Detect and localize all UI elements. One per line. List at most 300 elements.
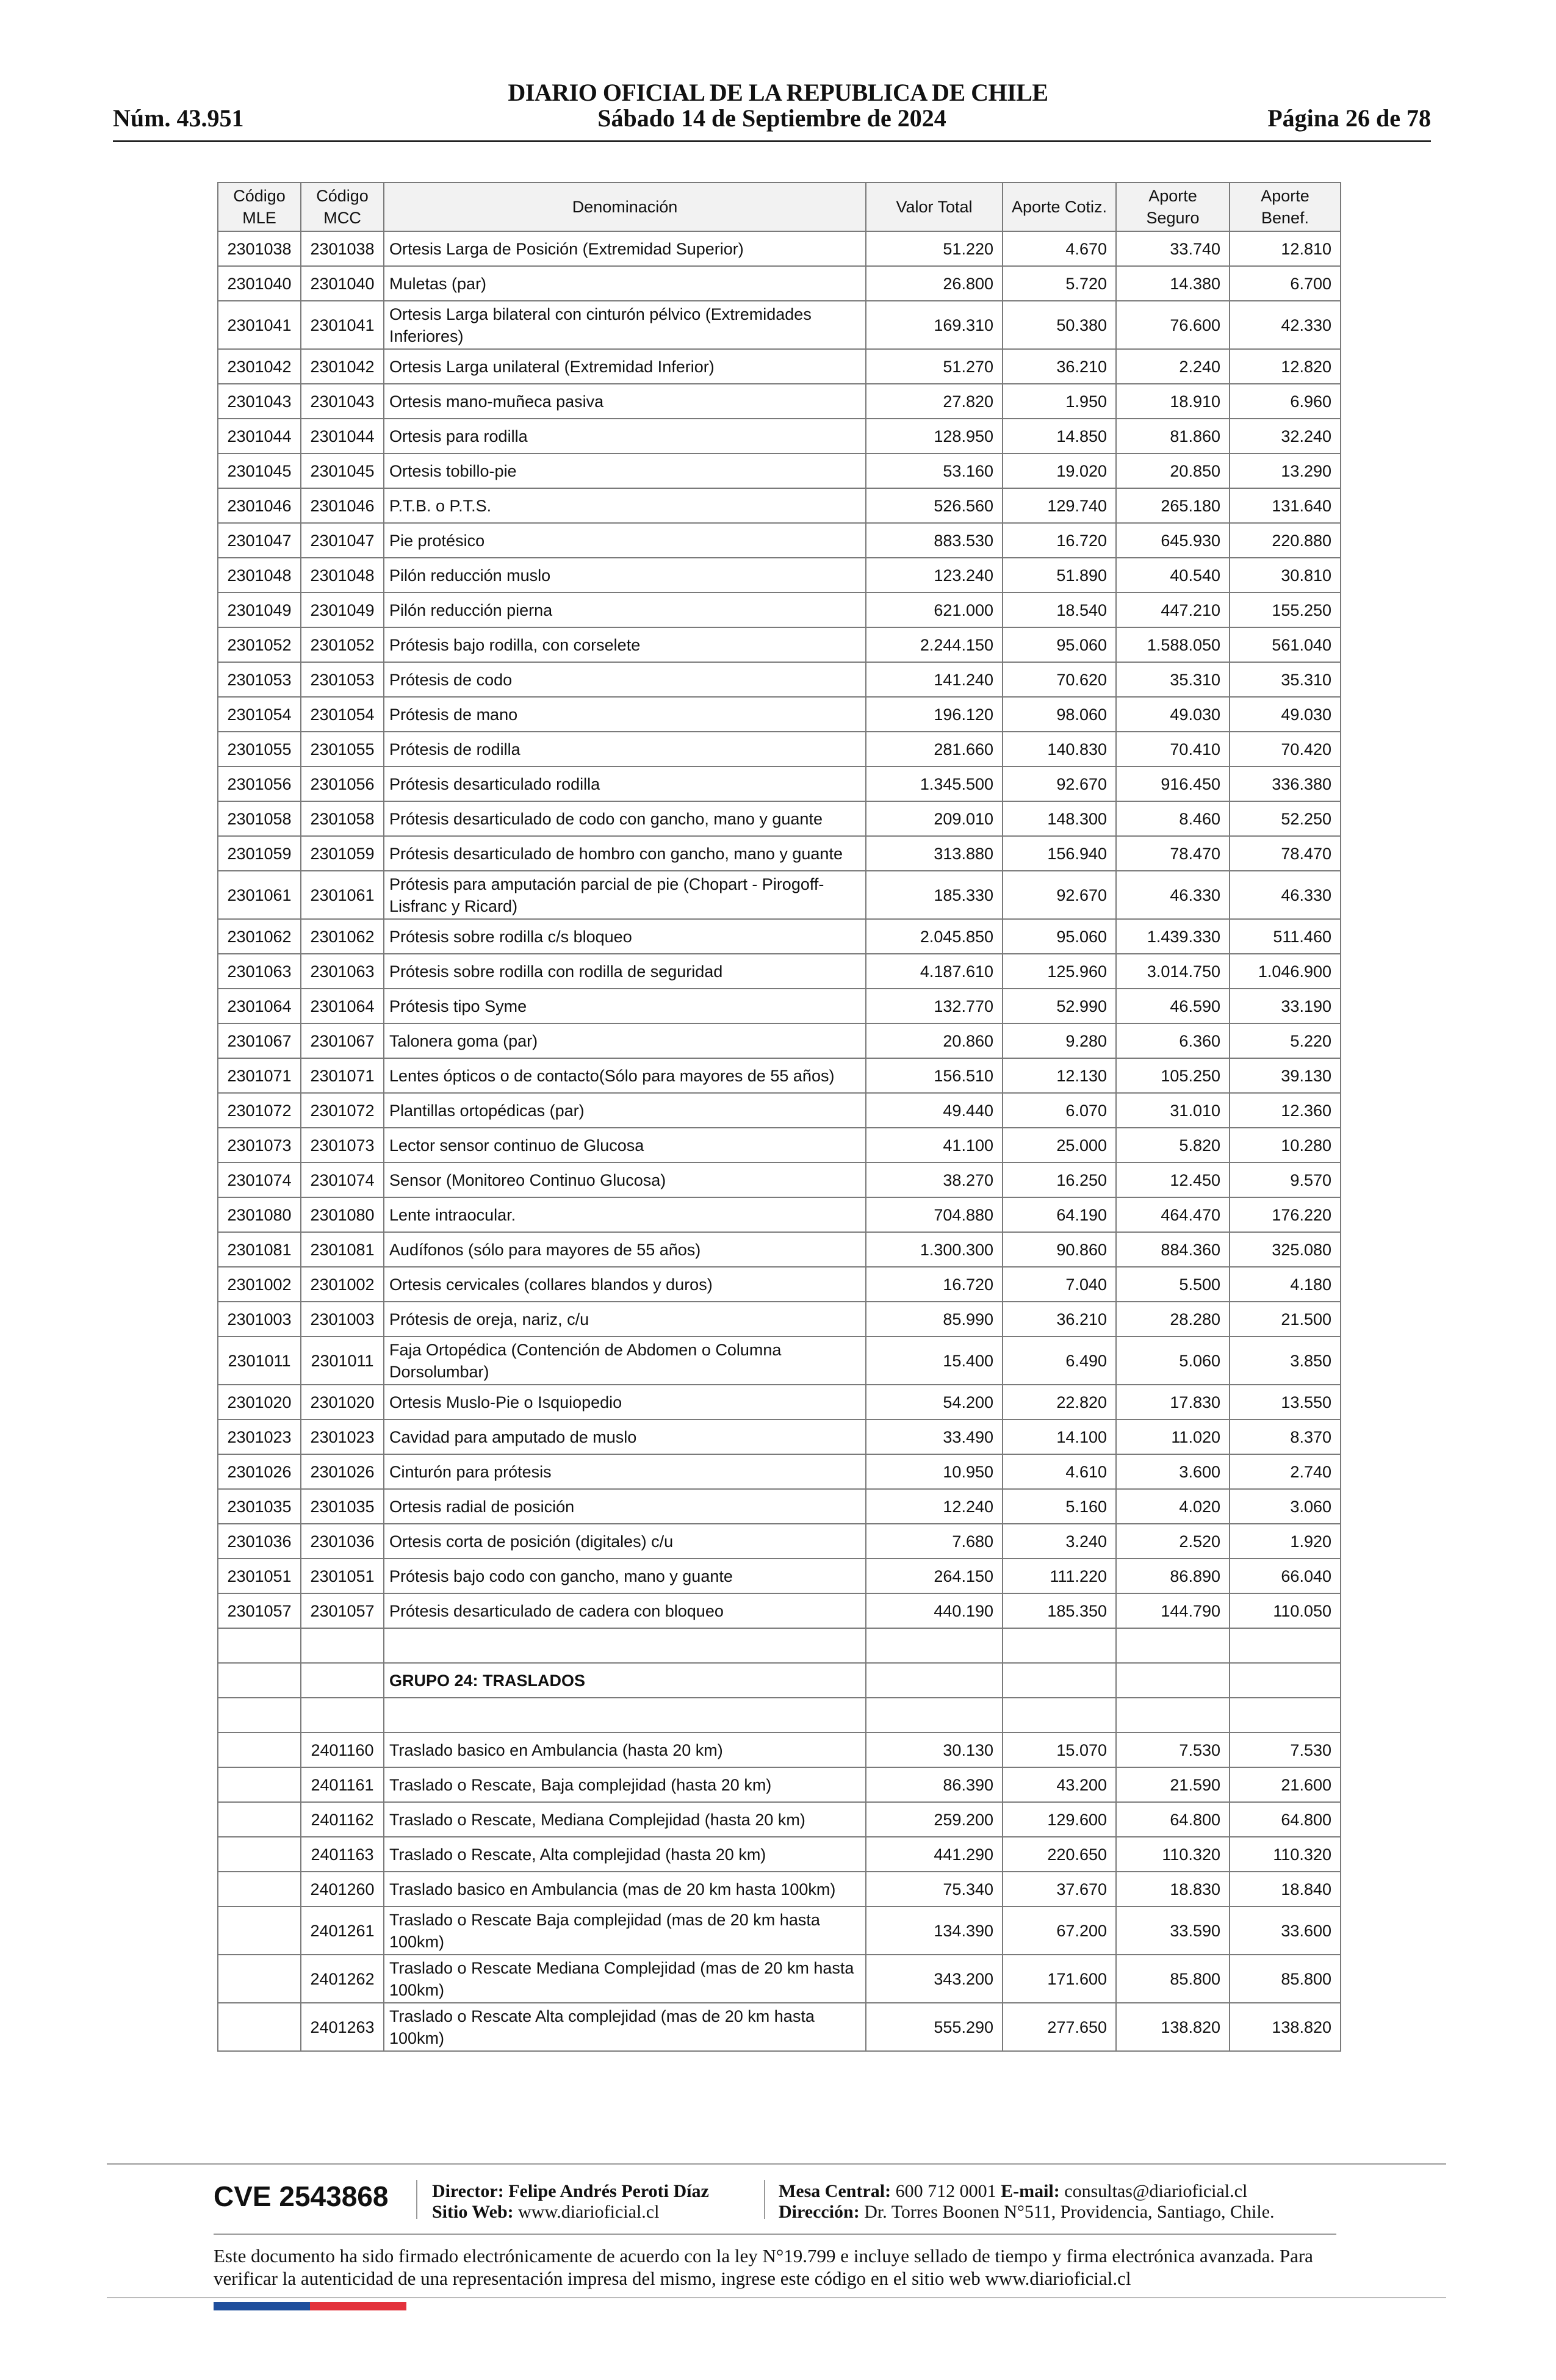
seguro-value-cell: 49.030 xyxy=(1116,697,1230,732)
column-header xyxy=(1003,182,1116,231)
footer-separator xyxy=(764,2180,765,2219)
code-mcc-cell: 2401161 xyxy=(301,1767,384,1802)
code-mle-cell: 2301073 xyxy=(218,1128,301,1163)
address-text: Dr. Torres Boonen N°511, Providencia, Santiago, Chile. xyxy=(864,2202,1275,2222)
code-mcc-cell: 2301052 xyxy=(301,627,384,662)
code-mle-cell: 2301055 xyxy=(218,732,301,766)
issue-date: Sábado 14 de Septiembre de 2024 xyxy=(597,104,946,132)
cotiz-value-cell xyxy=(1003,1698,1116,1733)
code-mcc-cell: 2301043 xyxy=(301,384,384,419)
cotiz-value-cell: 95.060 xyxy=(1003,919,1116,954)
table-body xyxy=(218,231,1341,2051)
cotiz-value-cell: 50.380 xyxy=(1003,301,1116,349)
description-cell: GRUPO 24: TRASLADOS xyxy=(384,1663,866,1698)
code-mle-cell: 2301052 xyxy=(218,627,301,662)
total-value-cell: 38.270 xyxy=(866,1163,1003,1197)
seguro-value-cell: 6.360 xyxy=(1116,1023,1230,1058)
phone-number: 600 712 0001 xyxy=(895,2181,996,2201)
benef-value-cell: 7.530 xyxy=(1230,1733,1341,1767)
table-row xyxy=(218,1955,1341,2003)
email-label: E-mail: xyxy=(1001,2181,1060,2201)
benef-value-cell: 12.360 xyxy=(1230,1093,1341,1128)
table-row xyxy=(218,2003,1341,2051)
description-cell: Lente intraocular. xyxy=(384,1197,866,1232)
benef-value-cell: 5.220 xyxy=(1230,1023,1341,1058)
code-mcc-cell: 2301048 xyxy=(301,558,384,593)
seguro-value-cell xyxy=(1116,1698,1230,1733)
code-mle-cell: 2301081 xyxy=(218,1232,301,1267)
total-value-cell: 26.800 xyxy=(866,266,1003,301)
total-value-cell: 10.950 xyxy=(866,1454,1003,1489)
code-mle-cell: 2301044 xyxy=(218,419,301,453)
description-cell xyxy=(384,1698,866,1733)
column-header-label: Denominación xyxy=(572,198,678,216)
total-value-cell: 20.860 xyxy=(866,1023,1003,1058)
table-row xyxy=(218,1559,1341,1593)
seguro-value-cell: 110.320 xyxy=(1116,1837,1230,1872)
cotiz-value-cell: 92.670 xyxy=(1003,766,1116,801)
column-header xyxy=(301,182,384,231)
benef-value-cell: 13.550 xyxy=(1230,1385,1341,1419)
total-value-cell: 16.720 xyxy=(866,1267,1003,1302)
seguro-value-cell: 7.530 xyxy=(1116,1733,1230,1767)
code-mcc-cell: 2401261 xyxy=(301,1906,384,1955)
table-row xyxy=(218,1419,1341,1454)
phone-label: Mesa Central: xyxy=(779,2181,891,2201)
table-row xyxy=(218,801,1341,836)
code-mle-cell: 2301053 xyxy=(218,662,301,697)
code-mle-cell: 2301020 xyxy=(218,1385,301,1419)
benef-value-cell xyxy=(1230,1698,1341,1733)
seguro-value-cell: 40.540 xyxy=(1116,558,1230,593)
seguro-value-cell: 265.180 xyxy=(1116,488,1230,523)
code-mle-cell xyxy=(218,1955,301,2003)
code-mcc-cell: 2401260 xyxy=(301,1872,384,1906)
code-mcc-cell: 2301058 xyxy=(301,801,384,836)
description-cell: Prótesis desarticulado rodilla xyxy=(384,766,866,801)
seguro-value-cell: 76.600 xyxy=(1116,301,1230,349)
cotiz-value-cell: 14.100 xyxy=(1003,1419,1116,1454)
seguro-value-cell: 916.450 xyxy=(1116,766,1230,801)
director-label: Director: xyxy=(432,2181,504,2201)
cotiz-value-cell: 4.610 xyxy=(1003,1454,1116,1489)
code-mle-cell xyxy=(218,1802,301,1837)
description-cell: Prótesis bajo rodilla, con corselete xyxy=(384,627,866,662)
total-value-cell: 33.490 xyxy=(866,1419,1003,1454)
cotiz-value-cell: 90.860 xyxy=(1003,1232,1116,1267)
code-mcc-cell: 2301023 xyxy=(301,1419,384,1454)
table-row xyxy=(218,1163,1341,1197)
total-value-cell xyxy=(866,1698,1003,1733)
benef-value-cell: 131.640 xyxy=(1230,488,1341,523)
table-row xyxy=(218,1524,1341,1559)
seguro-value-cell: 3.600 xyxy=(1116,1454,1230,1489)
code-mcc-cell: 2301057 xyxy=(301,1593,384,1628)
cotiz-value-cell: 125.960 xyxy=(1003,954,1116,989)
table-row xyxy=(218,419,1341,453)
total-value-cell: 185.330 xyxy=(866,871,1003,919)
code-mcc-cell: 2301067 xyxy=(301,1023,384,1058)
code-mcc-cell: 2301063 xyxy=(301,954,384,989)
table-row xyxy=(218,1628,1341,1663)
total-value-cell: 86.390 xyxy=(866,1767,1003,1802)
seguro-value-cell: 18.910 xyxy=(1116,384,1230,419)
code-mcc-cell: 2401163 xyxy=(301,1837,384,1872)
seguro-value-cell: 46.330 xyxy=(1116,871,1230,919)
seguro-value-cell: 35.310 xyxy=(1116,662,1230,697)
description-cell: Traslado basico en Ambulancia (mas de 20 km hasta 100km) xyxy=(384,1872,866,1906)
total-value-cell: 53.160 xyxy=(866,453,1003,488)
footer-separator xyxy=(416,2180,417,2219)
table-row xyxy=(218,488,1341,523)
table-row xyxy=(218,231,1341,266)
cotiz-value-cell: 277.650 xyxy=(1003,2003,1116,2051)
total-value-cell: 441.290 xyxy=(866,1837,1003,1872)
column-header xyxy=(218,182,301,231)
seguro-value-cell: 3.014.750 xyxy=(1116,954,1230,989)
code-mle-cell: 2301064 xyxy=(218,989,301,1023)
column-header-label: Código MLE xyxy=(233,187,286,227)
total-value-cell: 555.290 xyxy=(866,2003,1003,2051)
cotiz-value-cell: 156.940 xyxy=(1003,836,1116,871)
code-mle-cell xyxy=(218,1663,301,1698)
total-value-cell: 2.045.850 xyxy=(866,919,1003,954)
description-cell xyxy=(384,1628,866,1663)
seguro-value-cell: 28.280 xyxy=(1116,1302,1230,1336)
code-mle-cell: 2301042 xyxy=(218,349,301,384)
seguro-value-cell: 18.830 xyxy=(1116,1872,1230,1906)
seguro-value-cell: 5.500 xyxy=(1116,1267,1230,1302)
seguro-value-cell: 2.240 xyxy=(1116,349,1230,384)
table-row xyxy=(218,1767,1341,1802)
cotiz-value-cell: 148.300 xyxy=(1003,801,1116,836)
code-mle-cell: 2301026 xyxy=(218,1454,301,1489)
code-mcc-cell: 2301020 xyxy=(301,1385,384,1419)
total-value-cell: 526.560 xyxy=(866,488,1003,523)
code-mle-cell: 2301048 xyxy=(218,558,301,593)
code-mcc-cell: 2301042 xyxy=(301,349,384,384)
cotiz-value-cell: 5.720 xyxy=(1003,266,1116,301)
description-cell: Ortesis mano-muñeca pasiva xyxy=(384,384,866,419)
total-value-cell: 85.990 xyxy=(866,1302,1003,1336)
benef-value-cell: 3.850 xyxy=(1230,1336,1341,1385)
total-value-cell: 1.300.300 xyxy=(866,1232,1003,1267)
table-row xyxy=(218,627,1341,662)
code-mle-cell: 2301051 xyxy=(218,1559,301,1593)
code-mcc-cell: 2301054 xyxy=(301,697,384,732)
group-heading-row xyxy=(218,1663,1341,1698)
total-value-cell: 313.880 xyxy=(866,836,1003,871)
description-cell: Prótesis desarticulado de hombro con gancho, mano y guante xyxy=(384,836,866,871)
cotiz-value-cell: 12.130 xyxy=(1003,1058,1116,1093)
description-cell: Prótesis de oreja, nariz, c/u xyxy=(384,1302,866,1336)
total-value-cell: 54.200 xyxy=(866,1385,1003,1419)
benef-value-cell: 39.130 xyxy=(1230,1058,1341,1093)
cotiz-value-cell: 5.160 xyxy=(1003,1489,1116,1524)
header-row xyxy=(113,104,1431,135)
benef-value-cell: 49.030 xyxy=(1230,697,1341,732)
code-mcc-cell: 2301051 xyxy=(301,1559,384,1593)
code-mle-cell: 2301011 xyxy=(218,1336,301,1385)
cotiz-value-cell: 64.190 xyxy=(1003,1197,1116,1232)
benef-value-cell: 13.290 xyxy=(1230,453,1341,488)
total-value-cell: 264.150 xyxy=(866,1559,1003,1593)
table-row xyxy=(218,1385,1341,1419)
code-mcc-cell xyxy=(301,1698,384,1733)
code-mle-cell: 2301080 xyxy=(218,1197,301,1232)
description-cell: Ortesis tobillo-pie xyxy=(384,453,866,488)
cotiz-value-cell: 22.820 xyxy=(1003,1385,1116,1419)
total-value-cell: 1.345.500 xyxy=(866,766,1003,801)
seguro-value-cell: 17.830 xyxy=(1116,1385,1230,1419)
total-value-cell: 12.240 xyxy=(866,1489,1003,1524)
description-cell: Ortesis Larga de Posición (Extremidad Superior) xyxy=(384,231,866,266)
description-cell: Prótesis sobre rodilla con rodilla de seguridad xyxy=(384,954,866,989)
description-cell: Lentes ópticos o de contacto(Sólo para mayores de 55 años) xyxy=(384,1058,866,1093)
code-mle-cell xyxy=(218,1628,301,1663)
cotiz-value-cell: 185.350 xyxy=(1003,1593,1116,1628)
cotiz-value-cell xyxy=(1003,1663,1116,1698)
code-mle-cell: 2301041 xyxy=(218,301,301,349)
table-row xyxy=(218,1698,1341,1733)
code-mle-cell xyxy=(218,1767,301,1802)
code-mle-cell: 2301057 xyxy=(218,1593,301,1628)
code-mle-cell: 2301062 xyxy=(218,919,301,954)
cotiz-value-cell: 95.060 xyxy=(1003,627,1116,662)
benef-value-cell: 2.740 xyxy=(1230,1454,1341,1489)
column-header xyxy=(1230,182,1341,231)
column-header-label: Aporte Cotiz. xyxy=(1011,198,1108,216)
code-mle-cell: 2301071 xyxy=(218,1058,301,1093)
cotiz-value-cell: 9.280 xyxy=(1003,1023,1116,1058)
benef-value-cell: 10.280 xyxy=(1230,1128,1341,1163)
seguro-value-cell: 645.930 xyxy=(1116,523,1230,558)
table-row xyxy=(218,1023,1341,1058)
table-row xyxy=(218,1906,1341,1955)
code-mcc-cell: 2301040 xyxy=(301,266,384,301)
cotiz-value-cell: 92.670 xyxy=(1003,871,1116,919)
code-mle-cell: 2301059 xyxy=(218,836,301,871)
seguro-value-cell: 144.790 xyxy=(1116,1593,1230,1628)
code-mcc-cell xyxy=(301,1663,384,1698)
description-cell: Pilón reducción pierna xyxy=(384,593,866,627)
code-mcc-cell: 2301002 xyxy=(301,1267,384,1302)
code-mcc-cell: 2301053 xyxy=(301,662,384,697)
total-value-cell: 281.660 xyxy=(866,732,1003,766)
code-mcc-cell: 2301046 xyxy=(301,488,384,523)
seguro-value-cell: 21.590 xyxy=(1116,1767,1230,1802)
code-mcc-cell: 2301035 xyxy=(301,1489,384,1524)
description-cell: Sensor (Monitoreo Continuo Glucosa) xyxy=(384,1163,866,1197)
cotiz-value-cell: 4.670 xyxy=(1003,231,1116,266)
benef-value-cell: 176.220 xyxy=(1230,1197,1341,1232)
description-cell: Ortesis radial de posición xyxy=(384,1489,866,1524)
seguro-value-cell: 5.060 xyxy=(1116,1336,1230,1385)
page-number: Página 26 de 78 xyxy=(1267,104,1431,132)
footer-divider xyxy=(107,2163,1446,2165)
benef-value-cell: 336.380 xyxy=(1230,766,1341,801)
seguro-value-cell: 64.800 xyxy=(1116,1802,1230,1837)
code-mcc-cell: 2401263 xyxy=(301,2003,384,2051)
code-mle-cell: 2301038 xyxy=(218,231,301,266)
cotiz-value-cell: 19.020 xyxy=(1003,453,1116,488)
total-value-cell: 75.340 xyxy=(866,1872,1003,1906)
description-cell: Traslado o Rescate Alta complejidad (mas de 20 km hasta 100km) xyxy=(384,2003,866,2051)
seguro-value-cell: 1.439.330 xyxy=(1116,919,1230,954)
seguro-value-cell: 78.470 xyxy=(1116,836,1230,871)
description-cell: Cavidad para amputado de muslo xyxy=(384,1419,866,1454)
total-value-cell: 51.270 xyxy=(866,349,1003,384)
seguro-value-cell: 86.890 xyxy=(1116,1559,1230,1593)
cotiz-value-cell: 36.210 xyxy=(1003,1302,1116,1336)
total-value-cell: 49.440 xyxy=(866,1093,1003,1128)
code-mle-cell: 2301072 xyxy=(218,1093,301,1128)
code-mcc-cell: 2301059 xyxy=(301,836,384,871)
total-value-cell: 259.200 xyxy=(866,1802,1003,1837)
benef-value-cell: 70.420 xyxy=(1230,732,1341,766)
seguro-value-cell: 138.820 xyxy=(1116,2003,1230,2051)
total-value-cell: 41.100 xyxy=(866,1128,1003,1163)
table-row xyxy=(218,871,1341,919)
code-mcc-cell: 2401162 xyxy=(301,1802,384,1837)
legal-notice: Este documento ha sido firmado electrónicamente de acuerdo con la ley N°19.799 e incluye sellado de tiempo y firma electrónica avanzada. Para verificar la autenticidad de una representación impresa del mismo, ingrese este código en el sitio web www.diarioficial.cl xyxy=(214,2245,1313,2289)
cotiz-value-cell: 129.600 xyxy=(1003,1802,1116,1837)
code-mcc-cell: 2301074 xyxy=(301,1163,384,1197)
total-value-cell: 30.130 xyxy=(866,1733,1003,1767)
description-cell: Prótesis desarticulado de cadera con bloqueo xyxy=(384,1593,866,1628)
table-row xyxy=(218,1232,1341,1267)
seguro-value-cell: 14.380 xyxy=(1116,266,1230,301)
cotiz-value-cell: 18.540 xyxy=(1003,593,1116,627)
description-cell: Prótesis bajo codo con gancho, mano y guante xyxy=(384,1559,866,1593)
tariff-table xyxy=(217,182,1341,2052)
seguro-value-cell: 20.850 xyxy=(1116,453,1230,488)
benef-value-cell: 35.310 xyxy=(1230,662,1341,697)
code-mcc-cell: 2301049 xyxy=(301,593,384,627)
table-row xyxy=(218,593,1341,627)
column-header xyxy=(384,182,866,231)
table-row xyxy=(218,266,1341,301)
benef-value-cell: 325.080 xyxy=(1230,1232,1341,1267)
code-mle-cell: 2301003 xyxy=(218,1302,301,1336)
code-mcc-cell: 2301045 xyxy=(301,453,384,488)
seguro-value-cell: 464.470 xyxy=(1116,1197,1230,1232)
code-mcc-cell: 2301081 xyxy=(301,1232,384,1267)
cotiz-value-cell xyxy=(1003,1628,1116,1663)
total-value-cell: 128.950 xyxy=(866,419,1003,453)
column-header-label: Valor Total xyxy=(896,198,973,216)
description-cell: Traslado basico en Ambulancia (hasta 20 km) xyxy=(384,1733,866,1767)
issue-number: Núm. 43.951 xyxy=(113,104,244,132)
seguro-value-cell: 4.020 xyxy=(1116,1489,1230,1524)
seguro-value-cell: 70.410 xyxy=(1116,732,1230,766)
table-row xyxy=(218,1093,1341,1128)
cotiz-value-cell: 140.830 xyxy=(1003,732,1116,766)
total-value-cell: 4.187.610 xyxy=(866,954,1003,989)
code-mle-cell: 2301046 xyxy=(218,488,301,523)
code-mle-cell: 2301035 xyxy=(218,1489,301,1524)
total-value-cell: 141.240 xyxy=(866,662,1003,697)
code-mcc-cell: 2301036 xyxy=(301,1524,384,1559)
seguro-value-cell: 12.450 xyxy=(1116,1163,1230,1197)
seguro-value-cell xyxy=(1116,1663,1230,1698)
benef-value-cell: 511.460 xyxy=(1230,919,1341,954)
benef-value-cell xyxy=(1230,1628,1341,1663)
description-cell: Cinturón para prótesis xyxy=(384,1454,866,1489)
website-link[interactable]: www.diarioficial.cl xyxy=(518,2202,660,2222)
description-cell: P.T.B. o P.T.S. xyxy=(384,488,866,523)
code-mle-cell: 2301063 xyxy=(218,954,301,989)
website-label: Sitio Web: xyxy=(432,2202,514,2222)
benef-value-cell: 78.470 xyxy=(1230,836,1341,871)
description-cell: Ortesis corta de posición (digitales) c/u xyxy=(384,1524,866,1559)
table-row xyxy=(218,1267,1341,1302)
table-row xyxy=(218,697,1341,732)
code-mle-cell: 2301002 xyxy=(218,1267,301,1302)
cotiz-value-cell: 6.070 xyxy=(1003,1093,1116,1128)
description-cell: Traslado o Rescate Mediana Complejidad (mas de 20 km hasta 100km) xyxy=(384,1955,866,2003)
table-row xyxy=(218,1872,1341,1906)
address-label: Dirección: xyxy=(779,2202,860,2222)
code-mle-cell: 2301045 xyxy=(218,453,301,488)
code-mcc-cell: 2401160 xyxy=(301,1733,384,1767)
table-row xyxy=(218,384,1341,419)
total-value-cell: 440.190 xyxy=(866,1593,1003,1628)
director-name: Felipe Andrés Peroti Díaz xyxy=(508,2181,709,2201)
seguro-value-cell: 2.520 xyxy=(1116,1524,1230,1559)
table-row xyxy=(218,349,1341,384)
seguro-value-cell: 46.590 xyxy=(1116,989,1230,1023)
column-header xyxy=(1116,182,1230,231)
cve-code: CVE 2543868 xyxy=(214,2180,389,2212)
email-link[interactable]: consultas@diarioficial.cl xyxy=(1064,2181,1248,2201)
column-header xyxy=(866,182,1003,231)
code-mcc-cell: 2301044 xyxy=(301,419,384,453)
flag-stripe-red xyxy=(310,2302,406,2310)
code-mcc-cell: 2401262 xyxy=(301,1955,384,2003)
total-value-cell: 15.400 xyxy=(866,1336,1003,1385)
footer-divider xyxy=(214,2234,1336,2235)
benef-value-cell: 18.840 xyxy=(1230,1872,1341,1906)
code-mle-cell: 2301049 xyxy=(218,593,301,627)
table-row xyxy=(218,1197,1341,1232)
description-cell: Pilón reducción muslo xyxy=(384,558,866,593)
seguro-value-cell xyxy=(1116,1628,1230,1663)
code-mle-cell xyxy=(218,1906,301,1955)
description-cell: Prótesis tipo Syme xyxy=(384,989,866,1023)
table-row xyxy=(218,766,1341,801)
total-value-cell: 196.120 xyxy=(866,697,1003,732)
description-cell: Traslado o Rescate, Alta complejidad (hasta 20 km) xyxy=(384,1837,866,1872)
description-cell: Pie protésico xyxy=(384,523,866,558)
code-mle-cell: 2301023 xyxy=(218,1419,301,1454)
cotiz-value-cell: 111.220 xyxy=(1003,1559,1116,1593)
table-row xyxy=(218,1489,1341,1524)
total-value-cell: 209.010 xyxy=(866,801,1003,836)
benef-value-cell: 12.820 xyxy=(1230,349,1341,384)
description-cell: Prótesis de mano xyxy=(384,697,866,732)
seguro-value-cell: 1.588.050 xyxy=(1116,627,1230,662)
code-mcc-cell: 2301003 xyxy=(301,1302,384,1336)
cotiz-value-cell: 51.890 xyxy=(1003,558,1116,593)
code-mle-cell: 2301047 xyxy=(218,523,301,558)
benef-value-cell: 46.330 xyxy=(1230,871,1341,919)
seguro-value-cell: 447.210 xyxy=(1116,593,1230,627)
table-row xyxy=(218,558,1341,593)
benef-value-cell: 110.050 xyxy=(1230,1593,1341,1628)
benef-value-cell: 561.040 xyxy=(1230,627,1341,662)
seguro-value-cell: 5.820 xyxy=(1116,1128,1230,1163)
